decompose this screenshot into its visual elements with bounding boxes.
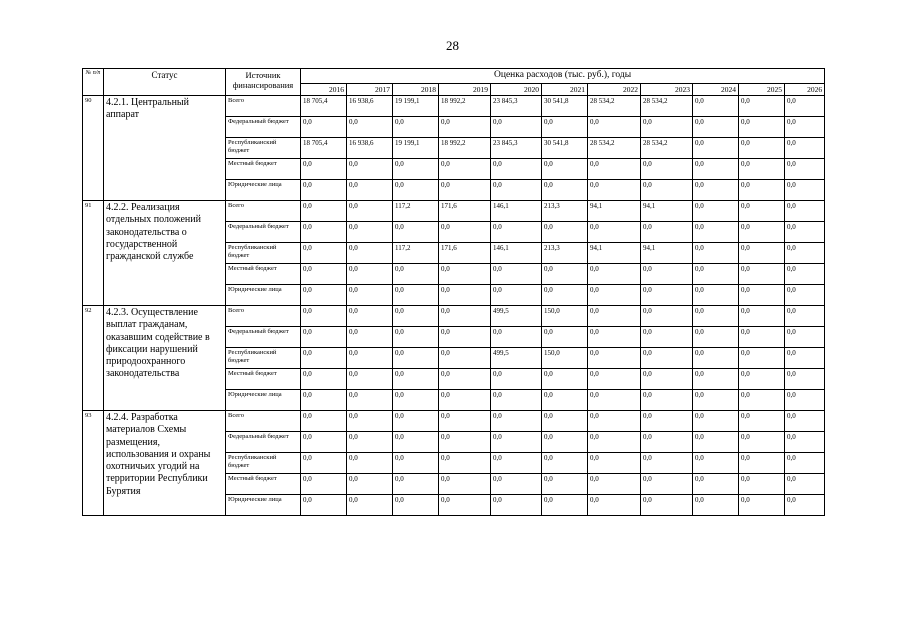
expense-value: 28 534,2 bbox=[588, 138, 641, 159]
expense-value: 0,0 bbox=[693, 327, 739, 348]
expense-value: 0,0 bbox=[641, 222, 693, 243]
expense-value: 0,0 bbox=[393, 453, 439, 474]
expense-value: 28 534,2 bbox=[641, 138, 693, 159]
expense-value: 0,0 bbox=[739, 411, 785, 432]
expense-value: 0,0 bbox=[542, 264, 588, 285]
header-year: 2022 bbox=[588, 83, 641, 95]
expense-value: 0,0 bbox=[347, 159, 393, 180]
expense-value: 0,0 bbox=[491, 264, 542, 285]
expense-value: 0,0 bbox=[588, 411, 641, 432]
expense-value: 18 705,4 bbox=[301, 138, 347, 159]
expense-value: 0,0 bbox=[588, 390, 641, 411]
expense-value: 0,0 bbox=[785, 201, 825, 222]
expense-value: 213,3 bbox=[542, 243, 588, 264]
expense-value: 0,0 bbox=[439, 264, 491, 285]
expense-value: 0,0 bbox=[439, 432, 491, 453]
header-number: № п/п bbox=[83, 69, 104, 96]
expense-value: 0,0 bbox=[693, 264, 739, 285]
expense-value: 0,0 bbox=[588, 180, 641, 201]
expense-value: 0,0 bbox=[301, 495, 347, 516]
expense-value: 0,0 bbox=[588, 348, 641, 369]
expense-value: 0,0 bbox=[301, 453, 347, 474]
expense-value: 171,6 bbox=[439, 201, 491, 222]
expense-value: 0,0 bbox=[491, 495, 542, 516]
page-number: 28 bbox=[446, 38, 459, 53]
table-body bbox=[83, 96, 825, 516]
expense-value: 0,0 bbox=[641, 117, 693, 138]
expense-value: 0,0 bbox=[347, 264, 393, 285]
funding-source: Республиканский бюджет bbox=[226, 138, 301, 159]
expense-value: 0,0 bbox=[739, 117, 785, 138]
expense-value: 16 938,6 bbox=[347, 96, 393, 117]
expense-value: 0,0 bbox=[693, 222, 739, 243]
expense-value: 0,0 bbox=[347, 495, 393, 516]
expense-value: 0,0 bbox=[491, 369, 542, 390]
expense-value: 0,0 bbox=[641, 432, 693, 453]
expense-value: 0,0 bbox=[347, 369, 393, 390]
expense-value: 0,0 bbox=[588, 306, 641, 327]
funding-source: Федеральный бюджет bbox=[226, 327, 301, 348]
expense-value: 0,0 bbox=[393, 432, 439, 453]
expense-value: 499,5 bbox=[491, 348, 542, 369]
funding-source: Республиканский бюджет bbox=[226, 348, 301, 369]
expense-value: 0,0 bbox=[739, 180, 785, 201]
expense-value: 0,0 bbox=[491, 180, 542, 201]
header-status: Статус bbox=[104, 69, 226, 96]
expense-value: 0,0 bbox=[693, 474, 739, 495]
expense-value: 0,0 bbox=[439, 348, 491, 369]
expense-value: 28 534,2 bbox=[641, 96, 693, 117]
expense-value: 0,0 bbox=[393, 285, 439, 306]
expense-value: 0,0 bbox=[347, 306, 393, 327]
expense-value: 0,0 bbox=[641, 285, 693, 306]
header-year: 2020 bbox=[491, 83, 542, 95]
expense-value: 0,0 bbox=[347, 327, 393, 348]
expense-value: 0,0 bbox=[641, 327, 693, 348]
expense-value: 0,0 bbox=[301, 390, 347, 411]
expense-value: 0,0 bbox=[301, 180, 347, 201]
expense-value: 0,0 bbox=[739, 453, 785, 474]
expense-value: 0,0 bbox=[491, 159, 542, 180]
expense-value: 0,0 bbox=[693, 243, 739, 264]
expense-value: 0,0 bbox=[693, 411, 739, 432]
funding-source: Федеральный бюджет bbox=[226, 222, 301, 243]
expense-value: 0,0 bbox=[542, 369, 588, 390]
expense-value: 0,0 bbox=[693, 180, 739, 201]
expense-value: 0,0 bbox=[491, 432, 542, 453]
expense-value: 0,0 bbox=[393, 369, 439, 390]
expense-value: 0,0 bbox=[542, 411, 588, 432]
expense-value: 0,0 bbox=[301, 264, 347, 285]
expense-value: 28 534,2 bbox=[588, 96, 641, 117]
expense-value: 0,0 bbox=[739, 201, 785, 222]
expense-value: 0,0 bbox=[785, 96, 825, 117]
expense-value: 0,0 bbox=[542, 180, 588, 201]
expense-value: 0,0 bbox=[439, 222, 491, 243]
expense-value: 0,0 bbox=[588, 117, 641, 138]
expense-value: 23 845,3 bbox=[491, 96, 542, 117]
expense-value: 0,0 bbox=[588, 327, 641, 348]
expense-value: 0,0 bbox=[739, 96, 785, 117]
expense-value: 18 992,2 bbox=[439, 138, 491, 159]
expense-value: 0,0 bbox=[641, 348, 693, 369]
funding-source: Юридические лица bbox=[226, 495, 301, 516]
expense-value: 0,0 bbox=[693, 432, 739, 453]
expense-value: 0,0 bbox=[693, 117, 739, 138]
expense-value: 94,1 bbox=[641, 201, 693, 222]
funding-source: Всего bbox=[226, 201, 301, 222]
expense-value: 150,0 bbox=[542, 306, 588, 327]
expense-value: 18 992,2 bbox=[439, 96, 491, 117]
expense-value: 0,0 bbox=[439, 306, 491, 327]
expense-value: 0,0 bbox=[347, 411, 393, 432]
expense-value: 0,0 bbox=[542, 453, 588, 474]
funding-source: Федеральный бюджет bbox=[226, 117, 301, 138]
table-row bbox=[83, 201, 825, 222]
expense-value: 0,0 bbox=[588, 453, 641, 474]
expense-value: 0,0 bbox=[439, 117, 491, 138]
expense-value: 0,0 bbox=[393, 264, 439, 285]
expense-value: 0,0 bbox=[393, 117, 439, 138]
expense-value: 0,0 bbox=[588, 222, 641, 243]
expense-value: 0,0 bbox=[301, 474, 347, 495]
expense-value: 0,0 bbox=[641, 306, 693, 327]
expense-value: 0,0 bbox=[641, 495, 693, 516]
expense-value: 0,0 bbox=[301, 243, 347, 264]
funding-source: Местный бюджет bbox=[226, 369, 301, 390]
funding-source: Федеральный бюджет bbox=[226, 432, 301, 453]
funding-source: Республиканский бюджет bbox=[226, 453, 301, 474]
expense-value: 0,0 bbox=[739, 432, 785, 453]
expense-value: 0,0 bbox=[301, 222, 347, 243]
expense-value: 0,0 bbox=[301, 285, 347, 306]
funding-source: Всего bbox=[226, 96, 301, 117]
expense-value: 0,0 bbox=[393, 390, 439, 411]
expense-value: 0,0 bbox=[542, 117, 588, 138]
expense-value: 0,0 bbox=[785, 222, 825, 243]
expense-value: 0,0 bbox=[588, 369, 641, 390]
expense-value: 171,6 bbox=[439, 243, 491, 264]
expense-value: 0,0 bbox=[693, 138, 739, 159]
expense-value: 0,0 bbox=[393, 348, 439, 369]
header-year: 2021 bbox=[542, 83, 588, 95]
expense-value: 0,0 bbox=[542, 222, 588, 243]
expense-value: 0,0 bbox=[739, 474, 785, 495]
expense-value: 0,0 bbox=[739, 159, 785, 180]
expense-value: 0,0 bbox=[439, 411, 491, 432]
expense-value: 0,0 bbox=[439, 390, 491, 411]
expense-value: 0,0 bbox=[393, 306, 439, 327]
expense-value: 0,0 bbox=[393, 495, 439, 516]
expense-value: 0,0 bbox=[641, 180, 693, 201]
expense-value: 0,0 bbox=[347, 243, 393, 264]
expense-value: 0,0 bbox=[393, 159, 439, 180]
header-year: 2019 bbox=[439, 83, 491, 95]
row-status: 4.2.1. Центральный аппарат bbox=[104, 96, 226, 201]
expense-value: 23 845,3 bbox=[491, 138, 542, 159]
expense-value: 94,1 bbox=[588, 243, 641, 264]
header-year: 2024 bbox=[693, 83, 739, 95]
expense-value: 0,0 bbox=[588, 159, 641, 180]
expense-value: 0,0 bbox=[491, 222, 542, 243]
header-year: 2023 bbox=[641, 83, 693, 95]
expense-value: 0,0 bbox=[693, 453, 739, 474]
expense-value: 0,0 bbox=[542, 432, 588, 453]
expense-value: 0,0 bbox=[785, 495, 825, 516]
expense-value: 146,1 bbox=[491, 201, 542, 222]
expense-value: 0,0 bbox=[347, 390, 393, 411]
expense-value: 0,0 bbox=[301, 348, 347, 369]
expense-value: 0,0 bbox=[785, 411, 825, 432]
expense-value: 0,0 bbox=[347, 180, 393, 201]
funding-source: Республиканский бюджет bbox=[226, 243, 301, 264]
expense-value: 0,0 bbox=[347, 285, 393, 306]
row-number: 93 bbox=[83, 411, 104, 516]
expense-value: 0,0 bbox=[439, 474, 491, 495]
funding-source: Юридические лица bbox=[226, 285, 301, 306]
expense-value: 0,0 bbox=[301, 117, 347, 138]
funding-source: Юридические лица bbox=[226, 390, 301, 411]
expense-value: 0,0 bbox=[641, 474, 693, 495]
expense-value: 0,0 bbox=[785, 180, 825, 201]
expense-value: 0,0 bbox=[491, 285, 542, 306]
expense-value: 0,0 bbox=[393, 327, 439, 348]
expense-value: 0,0 bbox=[439, 327, 491, 348]
expense-value: 0,0 bbox=[785, 390, 825, 411]
expense-value: 16 938,6 bbox=[347, 138, 393, 159]
expense-value: 0,0 bbox=[542, 327, 588, 348]
expense-value: 0,0 bbox=[641, 453, 693, 474]
header-year: 2018 bbox=[393, 83, 439, 95]
expense-value: 0,0 bbox=[693, 495, 739, 516]
expense-value: 0,0 bbox=[301, 327, 347, 348]
expense-value: 0,0 bbox=[393, 474, 439, 495]
funding-source: Местный бюджет bbox=[226, 159, 301, 180]
expense-value: 0,0 bbox=[301, 369, 347, 390]
expense-value: 0,0 bbox=[347, 201, 393, 222]
expense-value: 0,0 bbox=[439, 285, 491, 306]
expense-value: 0,0 bbox=[785, 348, 825, 369]
expense-value: 0,0 bbox=[542, 285, 588, 306]
expense-value: 0,0 bbox=[491, 390, 542, 411]
expense-value: 0,0 bbox=[588, 432, 641, 453]
expense-value: 0,0 bbox=[347, 222, 393, 243]
funding-source: Местный бюджет bbox=[226, 264, 301, 285]
expense-value: 0,0 bbox=[491, 117, 542, 138]
expense-value: 0,0 bbox=[439, 159, 491, 180]
table-row bbox=[83, 306, 825, 327]
expense-value: 0,0 bbox=[785, 243, 825, 264]
expense-value: 0,0 bbox=[641, 390, 693, 411]
header-source: Источник финансирования bbox=[226, 69, 301, 96]
expense-value: 0,0 bbox=[739, 285, 785, 306]
expense-value: 146,1 bbox=[491, 243, 542, 264]
expense-value: 0,0 bbox=[588, 495, 641, 516]
expense-value: 0,0 bbox=[693, 201, 739, 222]
expense-value: 0,0 bbox=[785, 306, 825, 327]
expense-value: 0,0 bbox=[588, 474, 641, 495]
expense-value: 19 199,1 bbox=[393, 96, 439, 117]
expense-value: 94,1 bbox=[588, 201, 641, 222]
table-header-row bbox=[83, 69, 825, 84]
row-number: 91 bbox=[83, 201, 104, 306]
expense-value: 30 541,8 bbox=[542, 138, 588, 159]
expense-value: 0,0 bbox=[785, 369, 825, 390]
expense-value: 0,0 bbox=[393, 411, 439, 432]
expense-value: 0,0 bbox=[641, 369, 693, 390]
expense-value: 0,0 bbox=[693, 369, 739, 390]
expense-value: 0,0 bbox=[641, 411, 693, 432]
funding-source: Местный бюджет bbox=[226, 474, 301, 495]
expense-value: 0,0 bbox=[542, 474, 588, 495]
expense-value: 0,0 bbox=[301, 159, 347, 180]
expense-value: 0,0 bbox=[693, 96, 739, 117]
funding-source: Юридические лица bbox=[226, 180, 301, 201]
expense-value: 0,0 bbox=[491, 411, 542, 432]
expense-value: 0,0 bbox=[542, 159, 588, 180]
expense-value: 117,2 bbox=[393, 201, 439, 222]
expense-value: 0,0 bbox=[542, 390, 588, 411]
expense-value: 0,0 bbox=[347, 348, 393, 369]
expense-value: 0,0 bbox=[785, 159, 825, 180]
expense-value: 213,3 bbox=[542, 201, 588, 222]
expense-value: 0,0 bbox=[739, 369, 785, 390]
expense-value: 0,0 bbox=[739, 222, 785, 243]
table-row bbox=[83, 411, 825, 432]
expense-value: 0,0 bbox=[693, 390, 739, 411]
expense-value: 0,0 bbox=[739, 138, 785, 159]
expense-value: 0,0 bbox=[347, 432, 393, 453]
expense-value: 0,0 bbox=[785, 138, 825, 159]
expense-value: 19 199,1 bbox=[393, 138, 439, 159]
header-estimate-title: Оценка расходов (тыс. руб.), годы bbox=[301, 69, 825, 84]
expense-value: 0,0 bbox=[739, 495, 785, 516]
expense-value: 0,0 bbox=[491, 453, 542, 474]
expense-value: 0,0 bbox=[739, 243, 785, 264]
expense-value: 0,0 bbox=[785, 453, 825, 474]
expense-value: 0,0 bbox=[785, 432, 825, 453]
row-number: 92 bbox=[83, 306, 104, 411]
expense-value: 150,0 bbox=[542, 348, 588, 369]
row-status: 4.2.3. Осуществление выплат гражданам, оказавшим содействие в фиксации нарушений природоохранного законодательства bbox=[104, 306, 226, 411]
header-year: 2025 bbox=[739, 83, 785, 95]
expense-value: 0,0 bbox=[347, 474, 393, 495]
expense-value: 94,1 bbox=[641, 243, 693, 264]
table-row bbox=[83, 96, 825, 117]
expense-value: 0,0 bbox=[739, 306, 785, 327]
expense-value: 0,0 bbox=[785, 285, 825, 306]
expense-value: 0,0 bbox=[301, 201, 347, 222]
expense-value: 0,0 bbox=[693, 306, 739, 327]
expense-value: 0,0 bbox=[301, 411, 347, 432]
expense-value: 0,0 bbox=[785, 327, 825, 348]
expense-value: 0,0 bbox=[641, 264, 693, 285]
expense-value: 0,0 bbox=[439, 453, 491, 474]
row-status: 4.2.2. Реализация отдельных положений законодательства о государственной гражданской службе bbox=[104, 201, 226, 306]
budget-table bbox=[82, 68, 825, 516]
header-year: 2026 bbox=[785, 83, 825, 95]
row-status: 4.2.4. Разработка материалов Схемы размещения, использования и охраны охотничьих угодий на территории Республики Бурятия bbox=[104, 411, 226, 516]
expense-value: 0,0 bbox=[739, 390, 785, 411]
expense-value: 0,0 bbox=[785, 117, 825, 138]
expense-value: 0,0 bbox=[393, 222, 439, 243]
expense-value: 0,0 bbox=[439, 369, 491, 390]
expense-value: 0,0 bbox=[739, 264, 785, 285]
expense-value: 0,0 bbox=[693, 285, 739, 306]
expense-value: 18 705,4 bbox=[301, 96, 347, 117]
expense-value: 0,0 bbox=[641, 159, 693, 180]
header-year: 2017 bbox=[347, 83, 393, 95]
row-number: 90 bbox=[83, 96, 104, 201]
expense-value: 0,0 bbox=[347, 117, 393, 138]
funding-source: Всего bbox=[226, 411, 301, 432]
expense-value: 0,0 bbox=[393, 180, 439, 201]
expense-value: 0,0 bbox=[439, 180, 491, 201]
header-year: 2016 bbox=[301, 83, 347, 95]
expense-value: 0,0 bbox=[739, 327, 785, 348]
expense-value: 0,0 bbox=[739, 348, 785, 369]
expense-value: 0,0 bbox=[588, 285, 641, 306]
expense-value: 0,0 bbox=[439, 495, 491, 516]
expense-value: 0,0 bbox=[301, 306, 347, 327]
expense-value: 0,0 bbox=[588, 264, 641, 285]
expense-value: 0,0 bbox=[785, 264, 825, 285]
expense-value: 0,0 bbox=[491, 474, 542, 495]
expense-value: 0,0 bbox=[693, 159, 739, 180]
expense-value: 0,0 bbox=[785, 474, 825, 495]
expense-value: 499,5 bbox=[491, 306, 542, 327]
expense-value: 0,0 bbox=[693, 348, 739, 369]
funding-source: Всего bbox=[226, 306, 301, 327]
expense-value: 0,0 bbox=[491, 327, 542, 348]
expense-value: 30 541,8 bbox=[542, 96, 588, 117]
expense-value: 117,2 bbox=[393, 243, 439, 264]
expense-value: 0,0 bbox=[347, 453, 393, 474]
expense-value: 0,0 bbox=[301, 432, 347, 453]
expense-value: 0,0 bbox=[542, 495, 588, 516]
